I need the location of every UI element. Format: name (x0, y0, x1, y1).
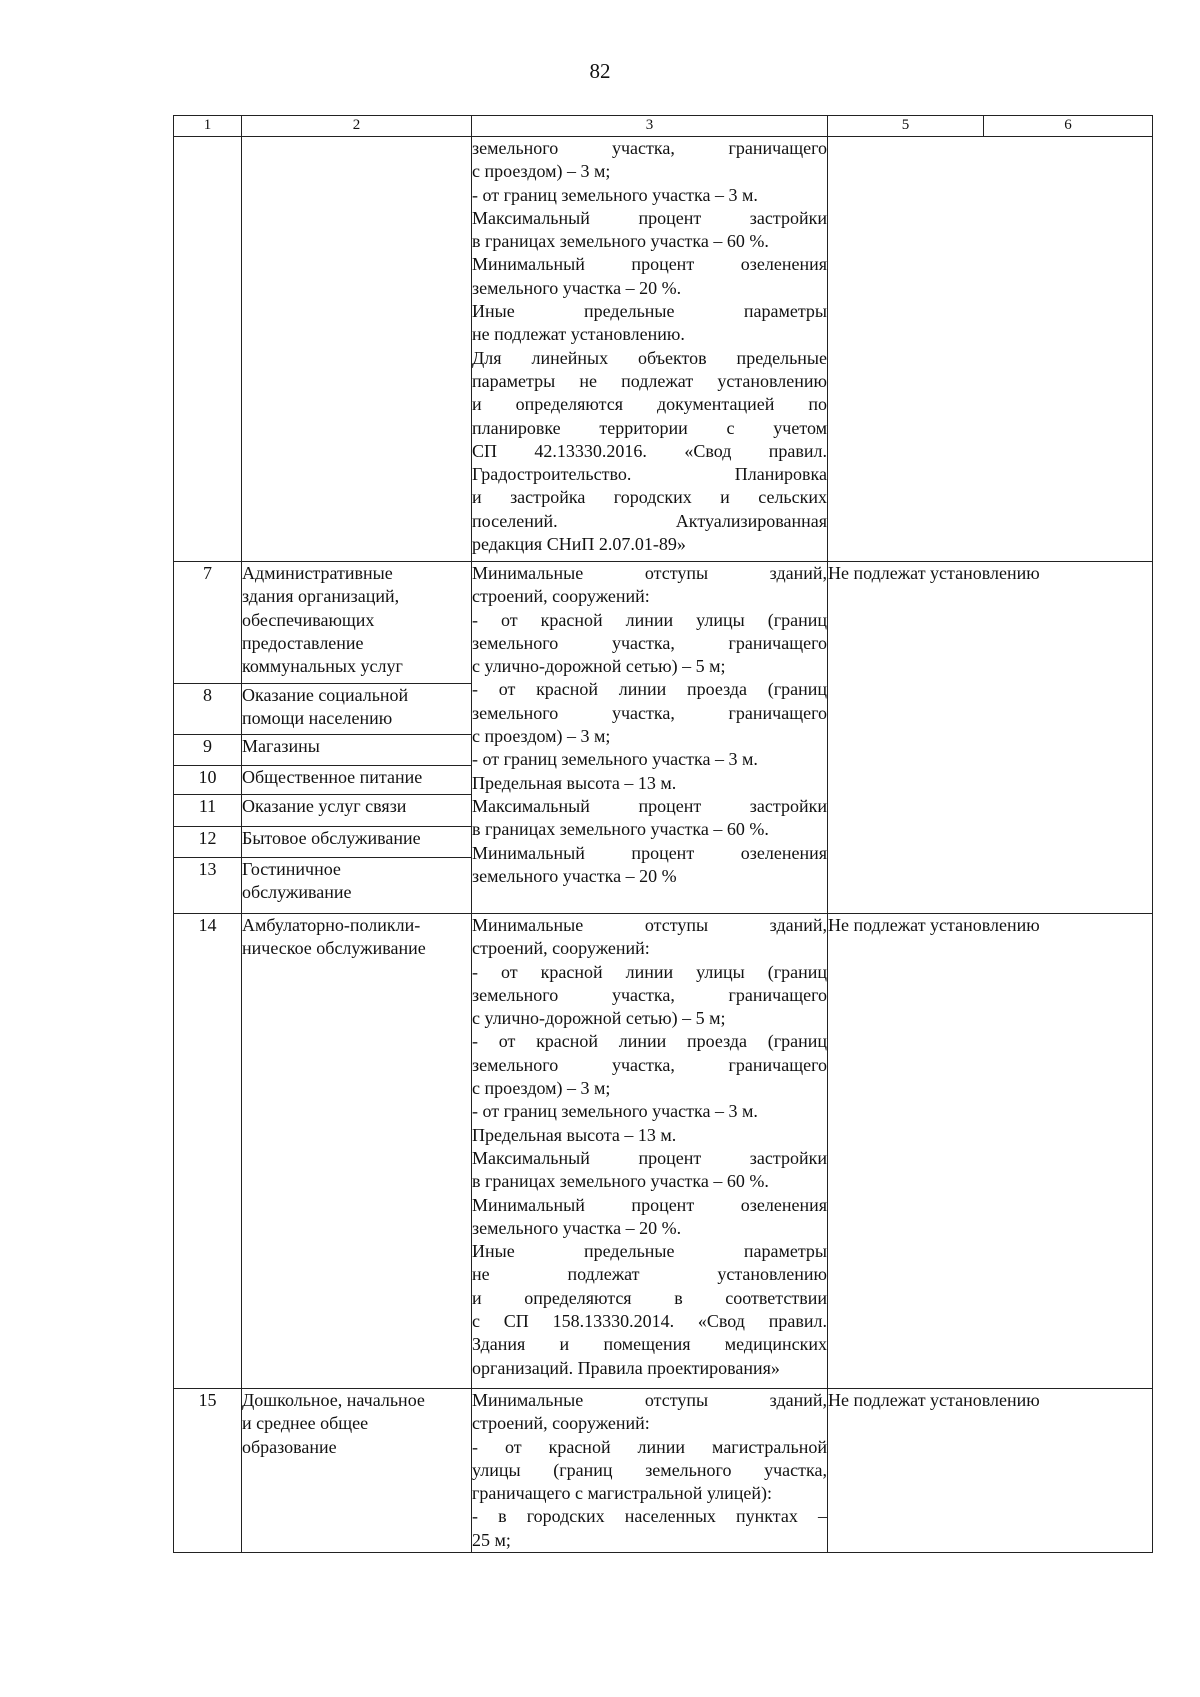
limits-note: Не подлежат установлению (828, 1389, 1153, 1553)
text-line: Гостиничное (242, 859, 341, 879)
limits-note: Не подлежат установлению (828, 914, 1153, 1389)
text-line: коммунальных услуг (242, 656, 403, 677)
text-line: земельного участка, граничащего (472, 702, 827, 723)
text-line: параметры не подлежат установлению (472, 370, 827, 391)
text-line: и определяются документацией по (472, 394, 827, 415)
text-line: образование (242, 1436, 337, 1457)
use-type-name (242, 137, 472, 562)
text-line: Административные (242, 563, 393, 583)
parameters-text (472, 137, 828, 562)
header-col-3: 3 (472, 116, 828, 137)
header-col-5: 5 (828, 116, 984, 137)
text-line: земельного участка, граничащего (472, 984, 827, 1005)
text-line: земельного участка, граничащего (472, 1054, 827, 1075)
limits-note (828, 137, 1153, 562)
text-line: - от красной линии проезда (границ (472, 679, 827, 700)
text-line: - от границ земельного участка – 3 м. (472, 749, 758, 770)
text-line: с СП 158.13330.2014. «Свод правил. (472, 1311, 827, 1332)
use-type-name (242, 684, 472, 735)
text-line: Предельная высота – 13 м. (472, 1124, 677, 1145)
use-type-name (242, 795, 472, 827)
text-line: Максимальный процент застройки (472, 1147, 827, 1168)
text-line: строений, сооружений: (472, 938, 650, 959)
table-row (174, 562, 1153, 684)
text-line: предоставление (242, 632, 364, 653)
table-row (174, 137, 1153, 562)
row-number: 10 (174, 766, 242, 795)
text-line: и среднее общее (242, 1413, 369, 1434)
text-line: здания организаций, (242, 586, 400, 607)
row-number: 9 (174, 735, 242, 766)
row-number (174, 137, 242, 562)
row-number: 12 (174, 827, 242, 858)
parameters-text (472, 562, 828, 914)
text-line: Здания и помещения медицинских (472, 1334, 827, 1355)
text-line: земельного участка – 20 %. (472, 1217, 682, 1238)
text-line: Минимальный процент озеленения (472, 1194, 827, 1215)
use-type-name (242, 1389, 472, 1553)
limits-note: Не подлежат установлению (828, 562, 1153, 914)
text-line: улицы (границ земельного участка, (472, 1459, 827, 1480)
row-number: 15 (174, 1389, 242, 1553)
row-number: 13 (174, 858, 242, 914)
text-line: строений, сооружений: (472, 1413, 650, 1434)
text-line: обслуживание (242, 882, 352, 903)
use-type-name (242, 562, 472, 684)
text-line: Предельная высота – 13 м. (472, 772, 677, 793)
text-line: планировке территории с учетом (472, 417, 827, 438)
text-line: - от красной линии магистральной (472, 1436, 827, 1457)
table-row (174, 914, 1153, 1389)
text-line: Оказание социальной (242, 685, 409, 705)
table-row (174, 1389, 1153, 1553)
text-line: не подлежат установлению (472, 1264, 827, 1285)
text-line: СП 42.13330.2016. «Свод правил. (472, 440, 827, 461)
text-line: Магазины (242, 736, 320, 756)
parameters-text (472, 1389, 828, 1553)
text-line: Иные предельные параметры (472, 301, 827, 322)
text-line: - от границ земельного участка – 3 м. (472, 1101, 758, 1122)
text-line: организаций. Правила проектирования» (472, 1357, 780, 1378)
header-col-2: 2 (242, 116, 472, 137)
text-line: помощи населению (242, 708, 393, 729)
row-number: 11 (174, 795, 242, 827)
text-line: - от границ земельного участка – 3 м. (472, 184, 758, 205)
text-line: ническое обслуживание (242, 938, 426, 959)
use-type-name (242, 914, 472, 1389)
row-number: 7 (174, 562, 242, 684)
text-line: с улично-дорожной сетью) – 5 м; (472, 1008, 726, 1029)
text-line: Минимальные отступы зданий, (472, 563, 827, 583)
text-line: граничащего с магистральной улицей): (472, 1483, 772, 1504)
row-number: 8 (174, 684, 242, 735)
text-line: обеспечивающих (242, 609, 375, 630)
text-line: - от красной линии улицы (границ (472, 609, 827, 630)
text-line: с проездом) – 3 м; (472, 161, 611, 182)
use-type-name (242, 766, 472, 795)
text-line: с проездом) – 3 м; (472, 1078, 611, 1099)
header-col-6: 6 (984, 116, 1153, 137)
text-line: в границах земельного участка – 60 %. (472, 231, 769, 252)
row-number: 14 (174, 914, 242, 1389)
text-line: с проездом) – 3 м; (472, 726, 611, 747)
text-line: Минимальный процент озеленения (472, 842, 827, 863)
text-line: Минимальный процент озеленения (472, 254, 827, 275)
text-line: Иные предельные параметры (472, 1241, 827, 1262)
text-line: земельного участка – 20 % (472, 865, 677, 886)
text-line: Бытовое обслуживание (242, 828, 421, 848)
text-line: Минимальные отступы зданий, (472, 1390, 827, 1410)
text-line: Общественное питание (242, 767, 423, 787)
text-line: строений, сооружений: (472, 586, 650, 607)
text-line: не подлежат установлению. (472, 324, 685, 345)
parameters-text (472, 914, 828, 1389)
text-line: с улично-дорожной сетью) – 5 м; (472, 656, 726, 677)
page-number: 82 (589, 59, 611, 83)
header-col-1: 1 (174, 116, 242, 137)
text-line: и определяются в соответствии (472, 1287, 827, 1308)
text-line: земельного участка, граничащего (472, 632, 827, 653)
use-type-name (242, 858, 472, 914)
text-line: Дошкольное, начальное (242, 1390, 425, 1410)
text-line: - от красной линии проезда (границ (472, 1031, 827, 1052)
table-header-row (174, 116, 1153, 137)
text-line: - в городских населенных пунктах – (472, 1506, 827, 1527)
text-line: Амбулаторно-поликли- (242, 915, 421, 935)
text-line: Максимальный процент застройки (472, 207, 827, 228)
text-line: Минимальные отступы зданий, (472, 915, 827, 935)
text-line: земельного участка, граничащего (472, 138, 827, 158)
use-type-name (242, 735, 472, 766)
text-line: Градостроительство. Планировка (472, 464, 827, 485)
text-line: поселений. Актуализированная (472, 510, 827, 531)
use-type-name (242, 827, 472, 858)
text-line: 25 м; (472, 1529, 511, 1550)
text-line: и застройка городских и сельских (472, 487, 827, 508)
text-line: в границах земельного участка – 60 %. (472, 819, 769, 840)
text-line: земельного участка – 20 %. (472, 277, 682, 298)
text-line: Максимальный процент застройки (472, 795, 827, 816)
text-line: в границах земельного участка – 60 %. (472, 1171, 769, 1192)
text-line: Оказание услуг связи (242, 796, 407, 816)
text-line: Для линейных объектов предельные (472, 347, 827, 368)
text-line: редакция СНиП 2.07.01-89» (472, 534, 686, 555)
zoning-parameters-table (173, 115, 1153, 1553)
text-line: - от красной линии улицы (границ (472, 961, 827, 982)
